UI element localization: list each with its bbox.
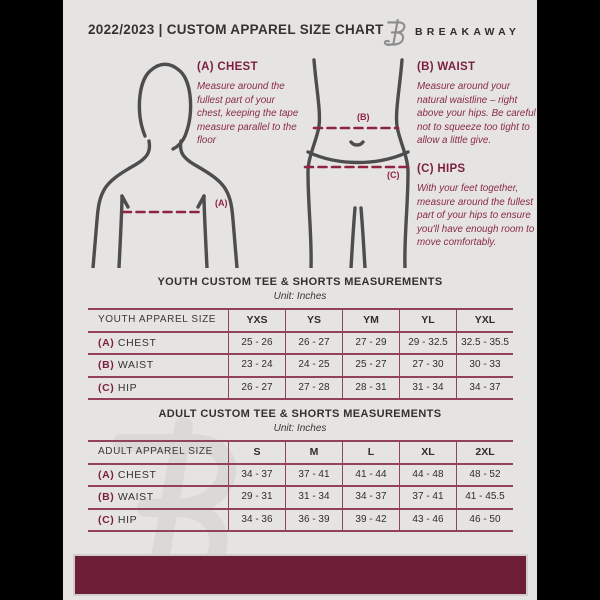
page-title: 2022/2023 | CUSTOM APPAREL SIZE CHART: [88, 22, 384, 37]
hips-heading: (C) HIPS: [417, 163, 466, 175]
row-label: [88, 355, 228, 376]
waist-instructions: [417, 61, 537, 148]
footer-bar: [73, 554, 528, 596]
row-name: WAIST: [117, 359, 154, 371]
row-name: WAIST: [117, 491, 154, 503]
measurement-value: 41 - 44: [342, 465, 399, 486]
size-header: YXS: [228, 310, 285, 331]
measurement-value: 39 - 42: [342, 510, 399, 531]
size-header: YL: [399, 310, 456, 331]
adult-size-column-header: ADULT APPAREL SIZE: [98, 446, 213, 457]
row-label: [88, 378, 228, 399]
brand-logo-icon: [383, 17, 409, 47]
table-row-waist: [88, 487, 513, 510]
measurement-value: 29 - 32.5: [399, 333, 456, 354]
row-label: [88, 487, 228, 508]
measurement-value: 31 - 34: [285, 487, 342, 508]
measurement-value: 32.5 - 35.5: [456, 333, 513, 354]
measurement-value: 28 - 31: [342, 378, 399, 399]
measurement-value: 27 - 28: [285, 378, 342, 399]
measurement-value: 34 - 37: [456, 378, 513, 399]
table-row-waist: [88, 355, 513, 378]
table-row-hip: [88, 510, 513, 533]
measurement-value: 37 - 41: [399, 487, 456, 508]
measurement-value: 26 - 27: [228, 378, 285, 399]
measurement-value: 24 - 25: [285, 355, 342, 376]
measurement-value: 34 - 37: [342, 487, 399, 508]
measurement-value: 25 - 26: [228, 333, 285, 354]
row-name: HIP: [117, 513, 138, 526]
measurement-value: 46 - 50: [456, 510, 513, 531]
size-header: YS: [285, 310, 342, 331]
size-header: S: [228, 442, 285, 463]
measurement-value: 37 - 41: [285, 465, 342, 486]
measurement-value: 34 - 37: [228, 465, 285, 486]
hips-tag-label: (C): [387, 170, 400, 180]
size-header: L: [342, 442, 399, 463]
document-page: [63, 0, 537, 600]
row-prefix: (C): [98, 513, 115, 526]
chest-heading: (A) CHEST: [197, 61, 258, 73]
measurement-value: 31 - 34: [399, 378, 456, 399]
row-label: [88, 510, 228, 531]
measurement-value: 27 - 30: [399, 355, 456, 376]
row-name: HIP: [117, 381, 138, 394]
chest-instructions: [197, 61, 303, 148]
row-name: CHEST: [117, 336, 157, 349]
youth-size-table: [88, 308, 513, 400]
youth-unit-label: Unit: Inches: [273, 291, 327, 302]
chest-description: Measure around the fullest part of your chest, keeping the tape measure parallel to the floor: [197, 81, 299, 147]
row-name: CHEST: [117, 468, 157, 481]
measurement-value: 29 - 31: [228, 487, 285, 508]
measurement-value: 26 - 27: [285, 333, 342, 354]
row-prefix: (C): [98, 381, 115, 394]
youth-size-column-header: YOUTH APPAREL SIZE: [98, 314, 217, 325]
table-row-hip: [88, 378, 513, 401]
measurement-value: 36 - 39: [285, 510, 342, 531]
measurement-value: 41 - 45.5: [456, 487, 513, 508]
adult-unit-label: Unit: Inches: [273, 423, 327, 434]
hips-instructions: [417, 163, 537, 250]
adult-size-table: [88, 440, 513, 532]
row-label: [88, 333, 228, 354]
youth-section-title: YOUTH CUSTOM TEE & SHORTS MEASUREMENTS: [157, 276, 443, 288]
figure-lower-body: [298, 56, 418, 268]
brand-name: BREAKAWAY: [415, 26, 521, 38]
row-prefix: (A): [98, 336, 115, 349]
measurement-value: 48 - 52: [456, 465, 513, 486]
measurement-value: 43 - 46: [399, 510, 456, 531]
table-row-chest: [88, 465, 513, 488]
adult-section-title: ADULT CUSTOM TEE & SHORTS MEASUREMENTS: [158, 408, 442, 420]
waist-tag-label: (B): [357, 112, 370, 122]
waist-description: Measure around your natural waistline – right above your hips. Be careful not to squeeze too tight to allow a little give.: [417, 81, 536, 147]
size-header: 2XL: [456, 442, 513, 463]
measurement-value: 44 - 48: [399, 465, 456, 486]
measurement-value: 27 - 29: [342, 333, 399, 354]
row-label: [88, 465, 228, 486]
table-row-chest: [88, 333, 513, 356]
size-header: YXL: [456, 310, 513, 331]
measurement-value: 23 - 24: [228, 355, 285, 376]
youth-table-header-row: [88, 310, 513, 333]
hips-description: With your feet together, measure around the fullest part of your hips to ensure you'll have enough room to move comfortably.: [417, 183, 535, 249]
measurement-value: 30 - 33: [456, 355, 513, 376]
row-prefix: (B): [98, 491, 115, 503]
chest-tag-label: (A): [215, 198, 228, 208]
size-header: XL: [399, 442, 456, 463]
size-header: M: [285, 442, 342, 463]
row-prefix: (A): [98, 468, 115, 481]
adult-table-header-row: [88, 442, 513, 465]
measurement-value: 25 - 27: [342, 355, 399, 376]
measurement-value: 34 - 36: [228, 510, 285, 531]
waist-heading: (B) WAIST: [417, 61, 476, 73]
size-header: YM: [342, 310, 399, 331]
row-prefix: (B): [98, 359, 115, 371]
